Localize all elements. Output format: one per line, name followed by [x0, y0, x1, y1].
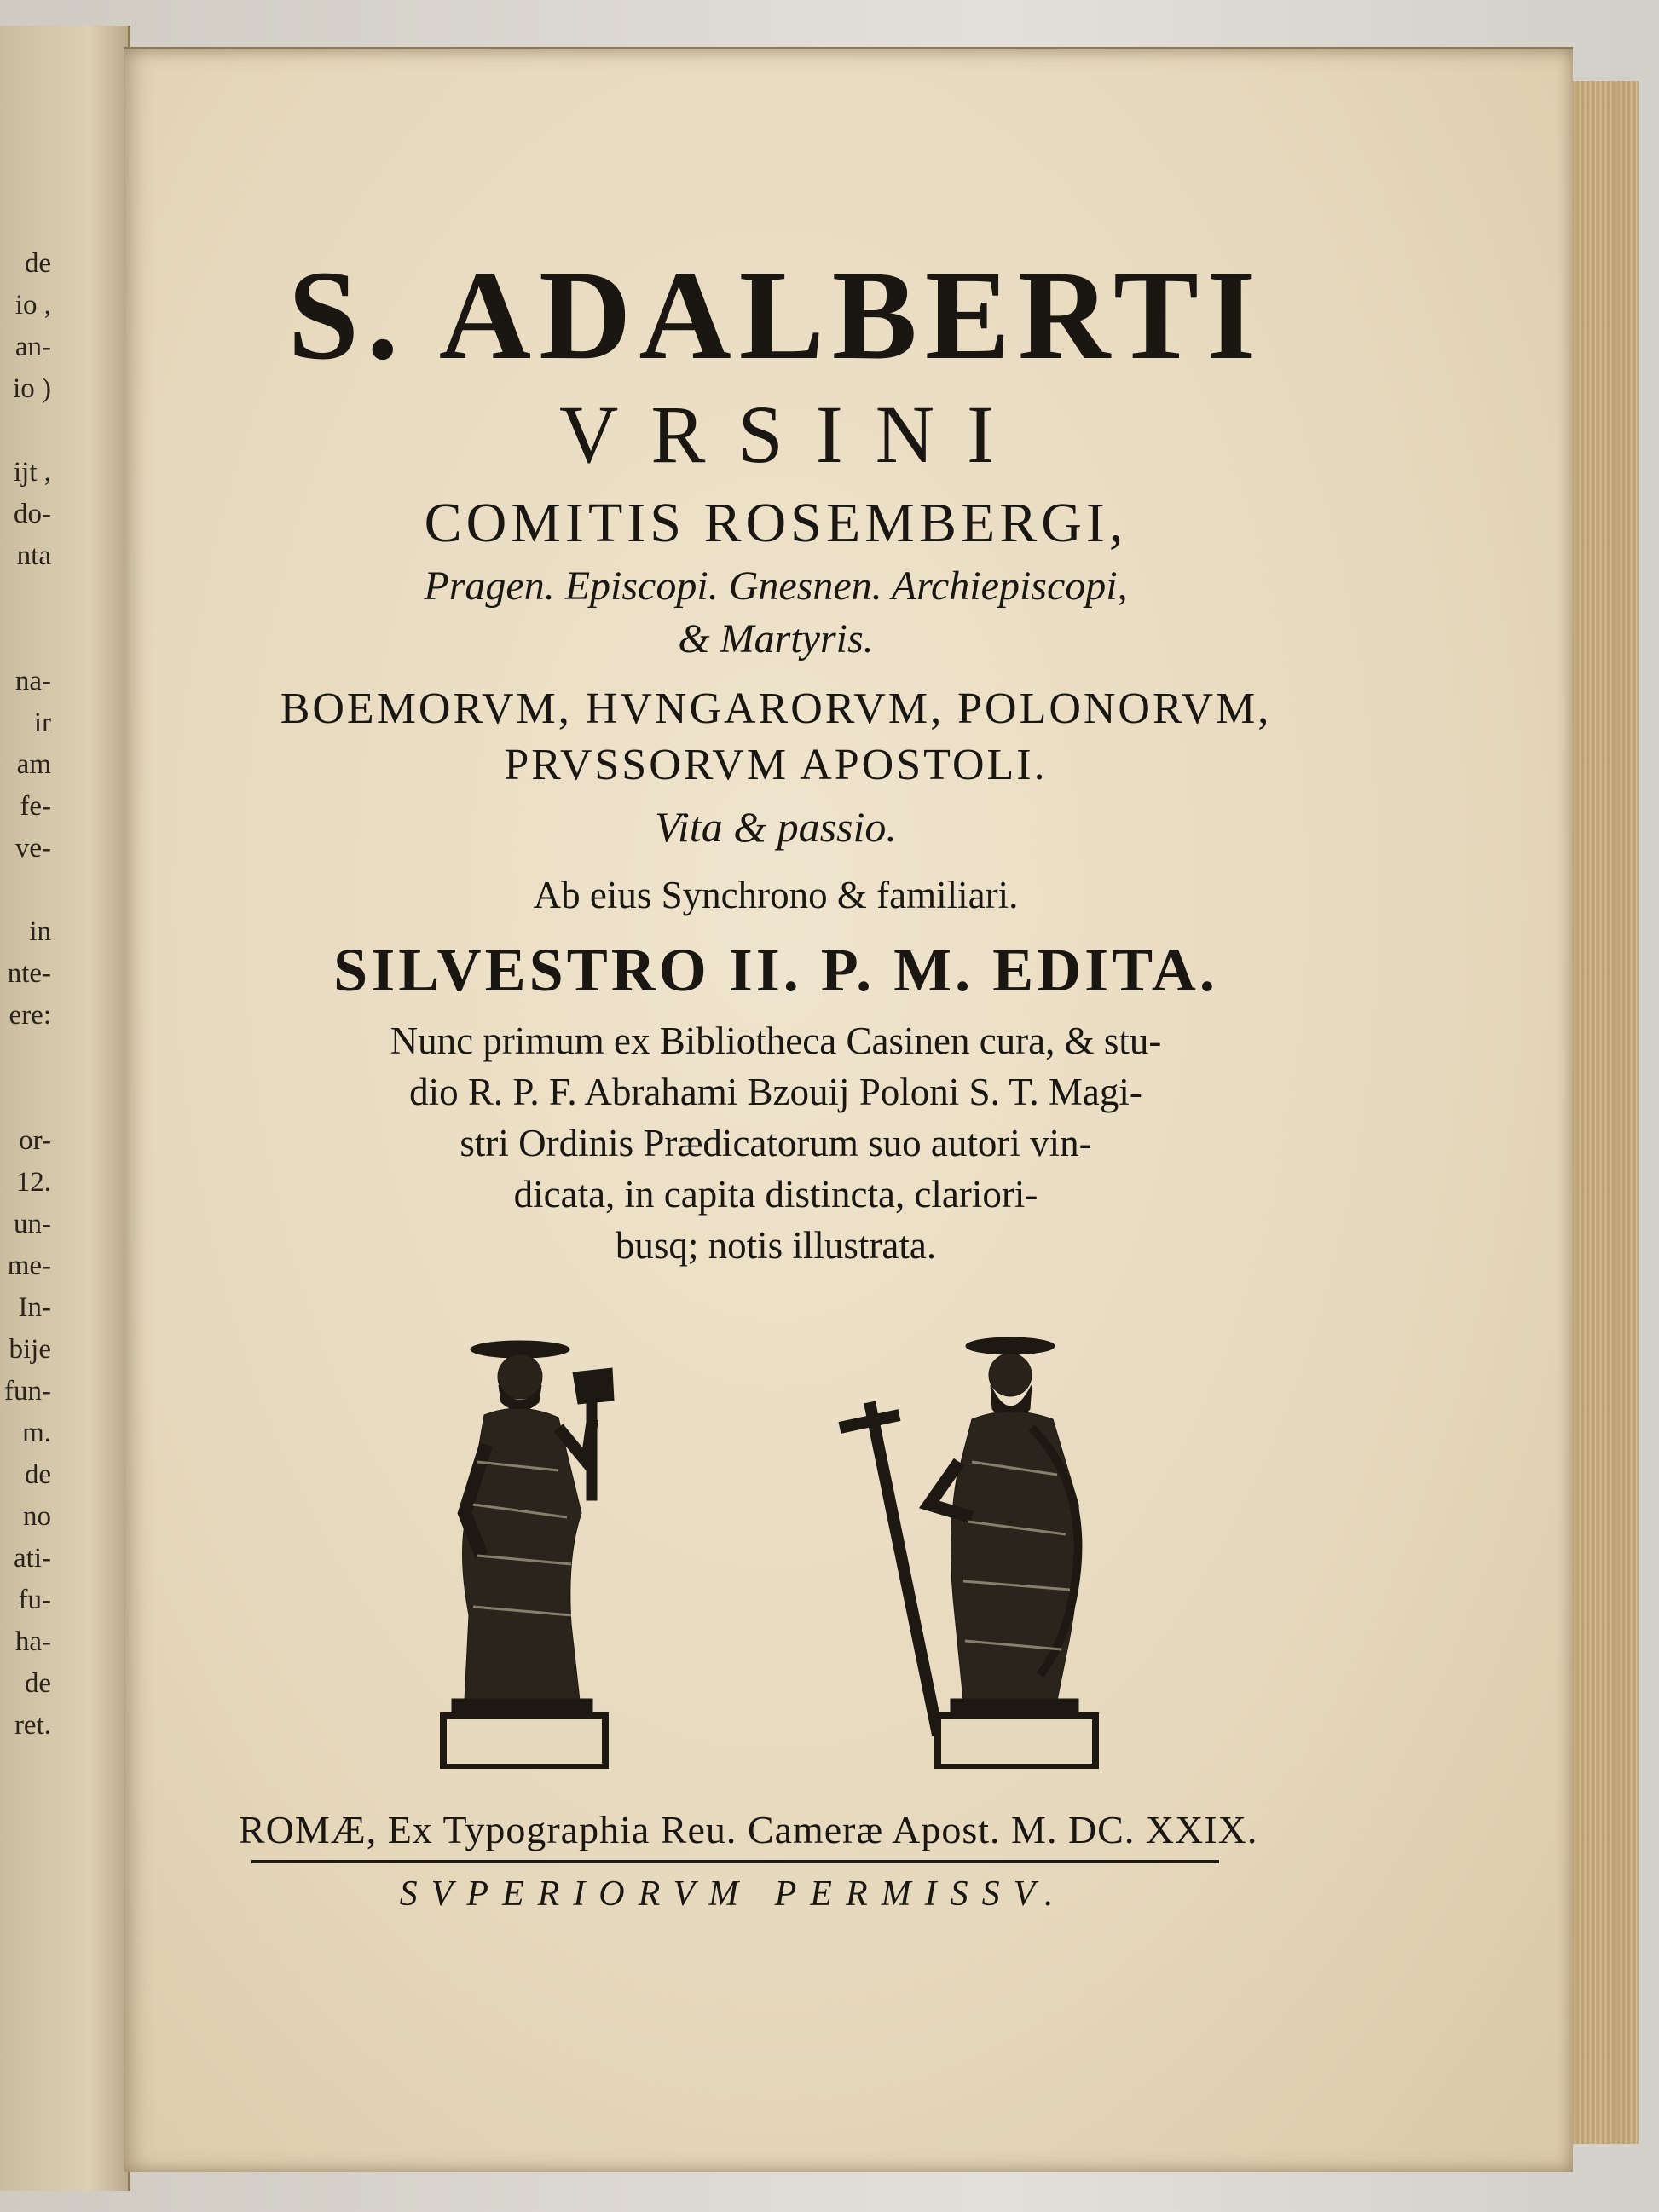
saint-with-axe-figure	[443, 1341, 614, 1767]
title-line-3: COMITIS ROSEMBERGI,	[424, 492, 1128, 554]
left-page-fragment: ir	[33, 707, 51, 738]
title-line-2: VRSINI	[558, 389, 1026, 480]
left-page-fragment	[0, 1078, 51, 1120]
imprint-rule	[251, 1860, 1219, 1863]
left-page-fragment: de	[24, 1668, 51, 1699]
left-page-fragment: 12.	[15, 1167, 51, 1198]
left-page-fragment: ijt ,	[13, 457, 51, 488]
left-page	[0, 26, 130, 2191]
left-page-fragment: fun-	[4, 1376, 51, 1406]
left-page-fragment: ere:	[9, 1000, 51, 1031]
imprint-line: ROMÆ, Ex Typographia Reu. Cameræ Apost. M. DC. XXIX.	[239, 1808, 1258, 1851]
body-line: Nunc primum ex Bibliotheca Casinen cura, & stu-	[390, 1019, 1162, 1062]
left-page-fragment: ati-	[14, 1543, 51, 1574]
left-page-fragment: de	[24, 1459, 51, 1490]
left-page-fragment: na-	[14, 666, 51, 696]
body-line: stri Ordinis Prædicatorum suo autori vin-	[460, 1122, 1092, 1164]
left-page-fragment	[0, 869, 51, 911]
title-line-1: S. ADALBERTI	[287, 245, 1264, 386]
saints-woodcut	[384, 1334, 1168, 1769]
left-page-fragment	[0, 410, 51, 452]
title-line-7: PRVSSORVM APOSTOLI.	[504, 741, 1048, 789]
left-page-fragment: ret.	[14, 1710, 51, 1741]
left-page-fragment: fe-	[20, 791, 51, 822]
title-line-5: & Martyris.	[678, 616, 874, 661]
left-page-fragment: de	[24, 248, 51, 279]
left-page-fragment: nte-	[7, 958, 51, 989]
left-page-fragment: nta	[16, 540, 51, 571]
left-page-fragment: no	[23, 1501, 51, 1532]
title-body	[324, 1015, 1228, 1271]
left-page-text	[0, 243, 51, 1747]
left-page-fragment: in	[29, 916, 51, 947]
saint-with-sword-figure	[840, 1337, 1095, 1767]
title-line-8: Vita & passio.	[655, 803, 897, 851]
title-block	[239, 243, 1313, 1271]
left-page-fragment: io )	[13, 373, 51, 404]
left-page-fragment: io ,	[14, 290, 51, 321]
page-edge	[1569, 81, 1639, 2144]
body-line: dio R. P. F. Abrahami Bzouij Poloni S. T. Magi-	[409, 1071, 1142, 1113]
title-line-10: SILVESTRO II. P. M. EDITA.	[333, 936, 1218, 1004]
left-page-fragment: or-	[19, 1125, 51, 1156]
left-page-fragment: bije	[9, 1334, 51, 1365]
title-line-4: Pragen. Episcopi. Gnesnen. Archiepiscopi,	[424, 563, 1128, 609]
left-page-fragment: un-	[14, 1209, 51, 1239]
title-line-9: Ab eius Synchrono & familiari.	[533, 874, 1019, 916]
left-page-fragment: In-	[18, 1292, 51, 1323]
left-page-fragment: me-	[7, 1250, 51, 1281]
left-page-fragment: do-	[14, 499, 51, 529]
permission-line: SVPERIORVM PERMISSV.	[399, 1874, 1067, 1914]
left-page-fragment: am	[16, 749, 51, 780]
left-page-fragment: fu-	[18, 1585, 51, 1615]
left-page-fragment	[0, 619, 51, 661]
body-line: dicata, in capita distincta, clariori-	[513, 1173, 1038, 1216]
body-line: busq; notis illustrata.	[615, 1224, 937, 1267]
left-page-fragment	[0, 577, 51, 619]
left-page-fragment: ha-	[14, 1626, 51, 1657]
left-page-fragment	[0, 1037, 51, 1078]
left-page-fragment: ve-	[14, 833, 51, 863]
left-page-fragment: an-	[14, 332, 51, 362]
title-line-6: BOEMORVM, HVNGARORVM, POLONORVM,	[280, 684, 1272, 733]
left-page-fragment: m.	[22, 1418, 51, 1448]
